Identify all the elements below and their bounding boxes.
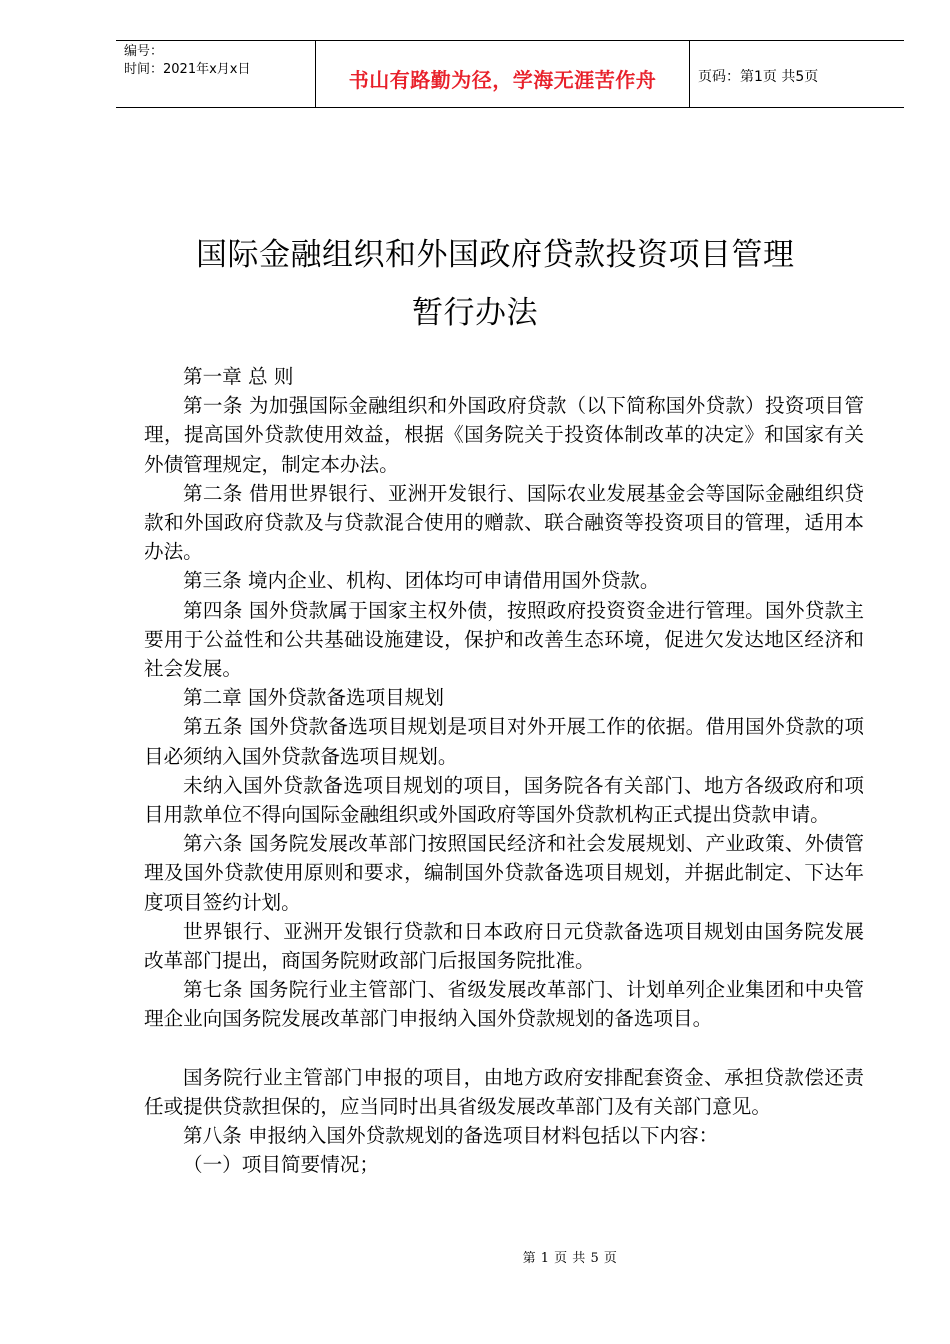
- article-paragraph: 第四条 国外贷款属于国家主权外债，按照政府投资资金进行管理。国外贷款主要用于公益性和公共基础设施建设，保护和改善生态环境，促进欠发达地区经济和社会发展。: [144, 598, 864, 681]
- page-footer: 第 1 页 共 5 页: [522, 1251, 618, 1266]
- article-paragraph: 第八条 申报纳入国外贷款规划的备选项目材料包括以下内容：: [183, 1124, 719, 1148]
- header-page-cell: [690, 41, 904, 107]
- article-paragraph: 第五条 国外贷款备选项目规划是项目对外开展工作的依据。借用国外贷款的项目必须纳入国外贷款备选项目规划。: [144, 715, 864, 768]
- document-title-line-2: 暂行办法: [412, 295, 538, 331]
- article-paragraph: 第一条 为加强国际金融组织和外国政府贷款（以下简称国外贷款）投资项目管理，提高国外贷款使用效益，根据《国务院关于投资体制改革的决定》和国家有关外债管理规定，制定本办法。: [144, 394, 864, 476]
- serial-number-label: 编号：: [124, 44, 164, 59]
- article-paragraph: 第六条 国务院发展改革部门按照国民经济和社会发展规划、产业政策、外债管理及国外贷款使用原则和要求，编制国外贷款备选项目规划，并据此制定、下达年度项目签约计划。: [144, 832, 864, 914]
- document-body: [144, 362, 864, 1179]
- header-motto: 书山有路勤为径，学海无涯苦作舟: [348, 68, 657, 92]
- time-label: 时间：2021年x月x日: [124, 62, 251, 77]
- article-paragraph: 第二条 借用世界银行、亚洲开发银行、国际农业发展基金会等国际金融组织贷款和外国政府贷款及与贷款混合使用的赠款、联合融资等投资项目的管理，适用本办法。: [144, 481, 864, 564]
- article-paragraph: 第七条 国务院行业主管部门、省级发展改革部门、计划单列企业集团和中央管理企业向国务院发展改革部门申报纳入国外贷款规划的备选项目。: [144, 978, 864, 1031]
- document-title-line-1: 国际金融组织和外国政府贷款投资项目管理: [196, 237, 795, 273]
- document-header: [116, 40, 904, 108]
- header-motto-cell: [316, 41, 690, 107]
- list-item: （一）项目简要情况；: [183, 1153, 379, 1177]
- chapter-heading: 第一章 总 则: [183, 365, 294, 388]
- article-paragraph: 第三条 境内企业、机构、团体均可申请借用国外贷款。: [183, 569, 660, 593]
- article-paragraph: 世界银行、亚洲开发银行贷款和日本政府日元贷款备选项目规划由国务院发展改革部门提出，商国务院财政部门后报国务院批准。: [144, 919, 864, 973]
- header-page-info: 页码：第1页 共5页: [698, 69, 819, 85]
- article-paragraph: 国务院行业主管部门申报的项目，由地方政府安排配套资金、承担贷款偿还责任或提供贷款担保的，应当同时出具省级发展改革部门及有关部门意见。: [144, 1065, 864, 1118]
- article-paragraph: 未纳入国外贷款备选项目规划的项目，国务院各有关部门、地方各级政府和项目用款单位不得向国际金融组织或外国政府等国外贷款机构正式提出贷款申请。: [144, 773, 864, 827]
- chapter-heading: 第二章 国外贷款备选项目规划: [183, 686, 444, 710]
- paragraph-gap: [144, 1034, 864, 1063]
- header-info-cell: [116, 41, 316, 107]
